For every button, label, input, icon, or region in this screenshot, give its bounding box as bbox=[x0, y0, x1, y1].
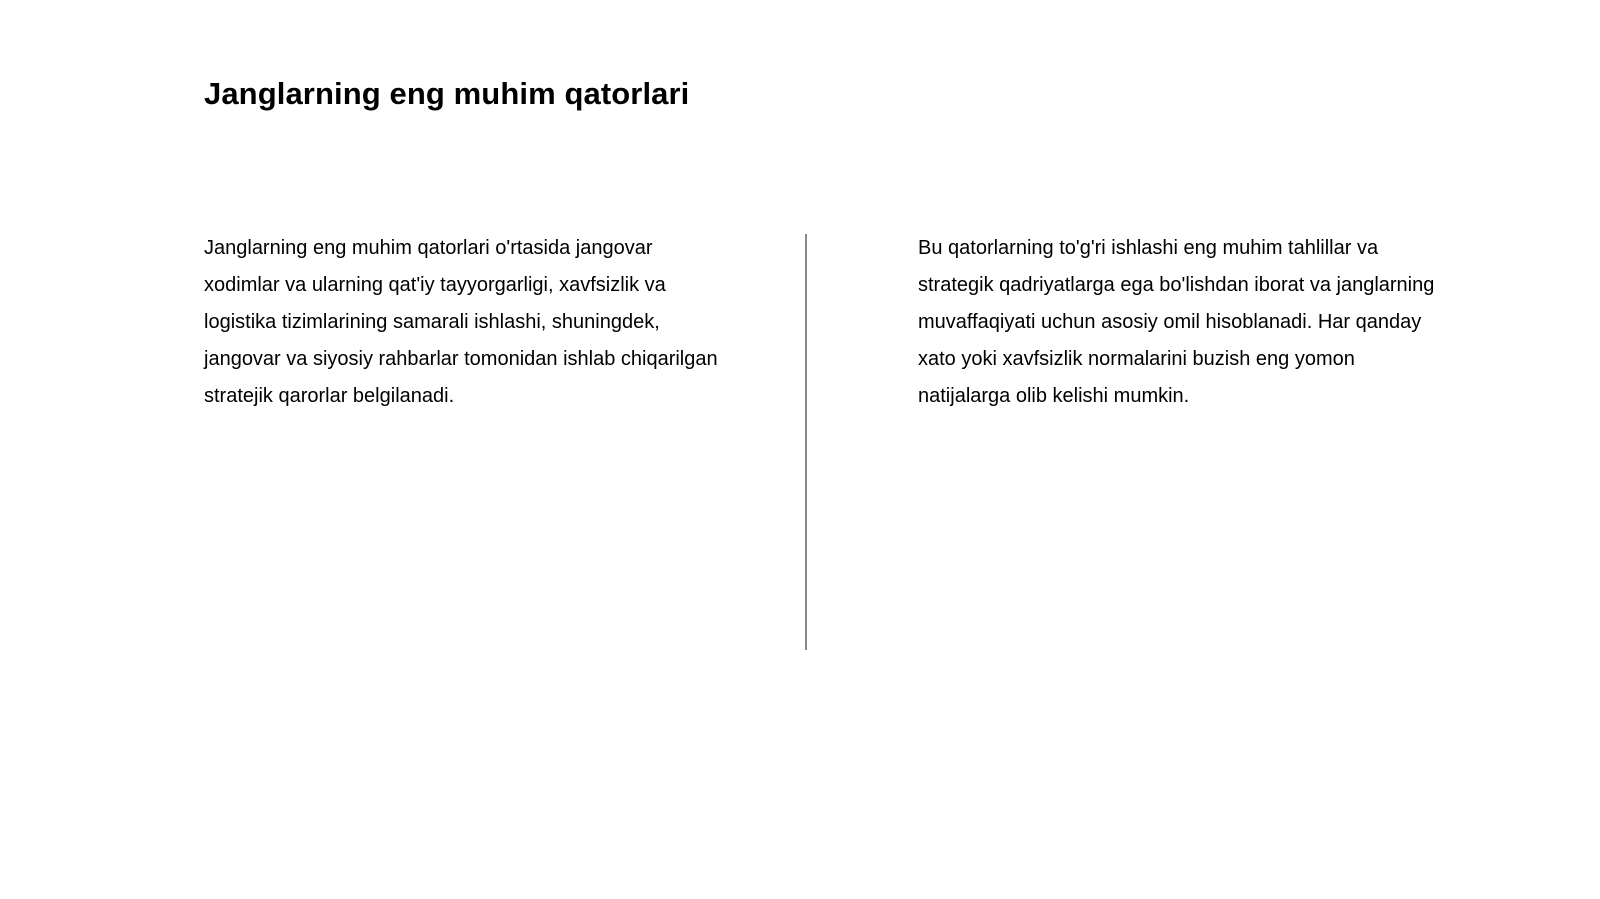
slide-title: Janglarning eng muhim qatorlari bbox=[204, 76, 690, 111]
column-divider bbox=[805, 234, 807, 650]
left-column-text: Janglarning eng muhim qatorlari o'rtasida jangovar xodimlar va ularning qat'iy tayyorgarligi, xavfsizlik va logistika tizimlarining samarali ishlashi, shuningdek, jangovar va siyosiy rahbarlar tomonidan ishlab chiqarilgan stratejik qarorlar belgilanadi. bbox=[204, 237, 718, 407]
right-column-text: Bu qatorlarning to'g'ri ishlashi eng muhim tahlillar va strategik qadriyatlarga ega bo'lishdan iborat va janglarning muvaffaqiyati uchun asosiy omil hisoblanadi. Har qanday xato yoki xavfsizlik normalarini buzish eng yomon natijalarga olib kelishi mumkin. bbox=[918, 237, 1435, 407]
